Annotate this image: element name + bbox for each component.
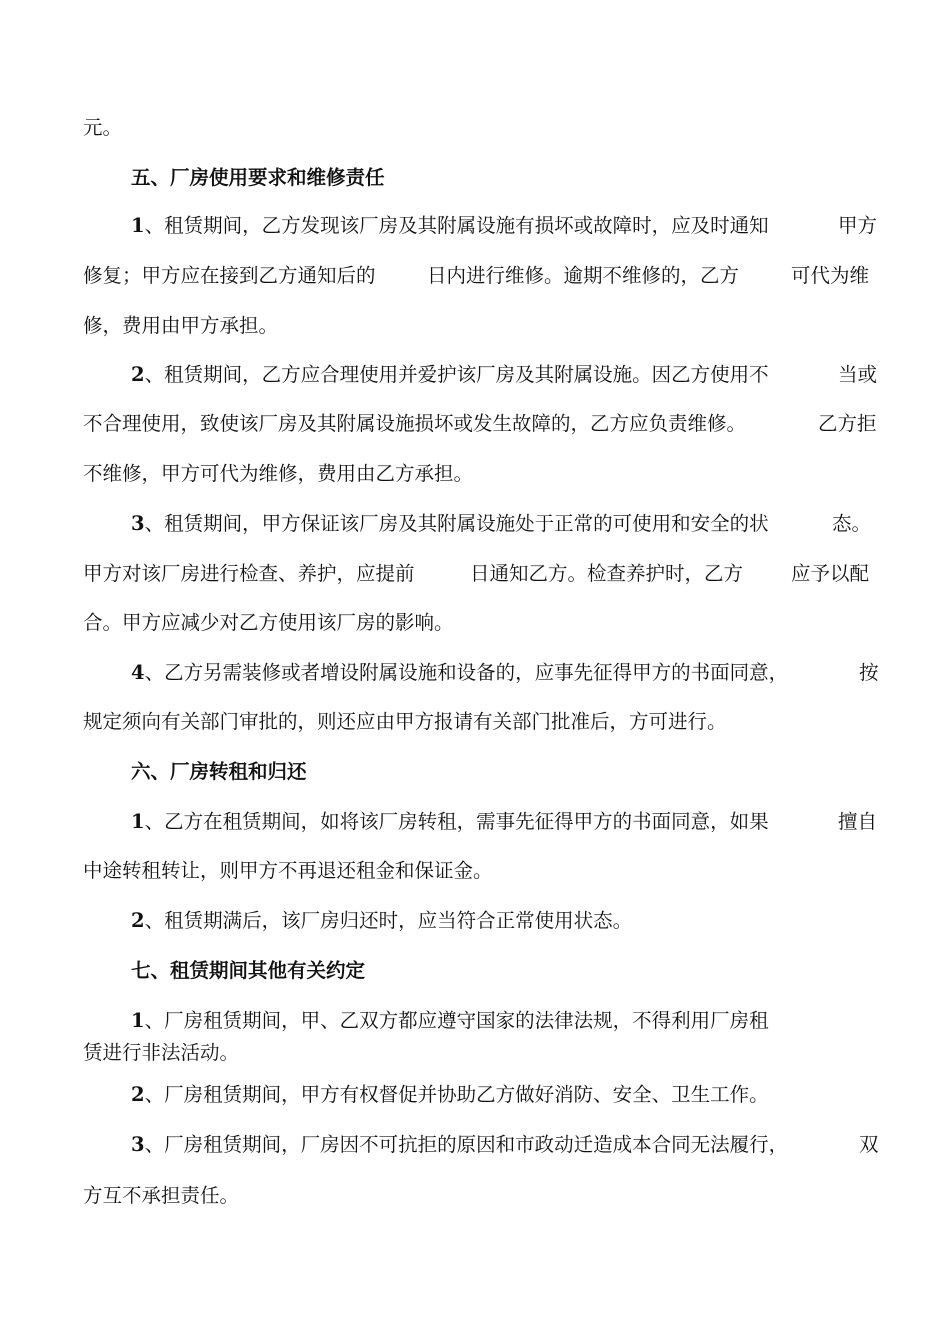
line-text: 修，费用由甲方承担。 <box>83 314 279 337</box>
line-text: 、乙方另需装修或者增设附属设施和设备的，应事先征得甲方的书面同意， <box>144 661 789 684</box>
line-tail: 擅自 <box>838 810 878 833</box>
line-text: 元。 <box>83 116 123 139</box>
line-text: 方互不承担责任。 <box>83 1184 240 1207</box>
item-number: 1 <box>131 810 145 833</box>
heading-text: 七、租赁期间其他有关约定 <box>131 959 366 982</box>
line-text: 不合理使用，致使该厂房及其附属设施损坏或发生故障的，乙方应负责维修。 <box>83 412 747 435</box>
line-tail: 当或 <box>838 363 878 386</box>
line-text: 、租赁期满后，该厂房归还时，应当符合正常使用状态。 <box>144 909 633 932</box>
line-text: 、租赁期间，乙方发现该厂房及其附属设施有损坏或故障时，应及时通知 <box>144 214 769 237</box>
line-text: 、租赁期间，乙方应合理使用并爱护该厂房及其附属设施。因乙方使用不 <box>144 363 769 386</box>
line-text: 不维修，甲方可代为维修，费用由乙方承担。 <box>83 462 474 485</box>
line-text: 、租赁期间，甲方保证该厂房及其附属设施处于正常的可使用和安全的状 <box>144 512 769 535</box>
item-number: 2 <box>131 1083 145 1106</box>
line-mid: 日通知乙方。检查养护时，乙方 <box>470 562 744 585</box>
line-text: 、厂房租赁期间，厂房因不可抗拒的原因和市政动迁造成本合同无法履行， <box>144 1133 789 1156</box>
line-tail: 可代为维 <box>791 264 870 287</box>
line-text: 甲方对该厂房进行检查、养护，应提前 <box>83 562 415 585</box>
line-text: 规定须向有关部门审批的，则还应由甲方报请有关部门批准后，方可进行。 <box>83 710 727 733</box>
item-number: 1 <box>131 1009 145 1032</box>
heading-text: 六、厂房转租和归还 <box>131 760 307 783</box>
line-tail: 应予以配 <box>791 562 870 585</box>
line-text: 修复；甲方应在接到乙方通知后的 <box>83 264 376 287</box>
line-text: 、厂房租赁期间，甲方有权督促并协助乙方做好消防、安全、卫生工作。 <box>144 1083 769 1106</box>
line-text: 中途转租转让，则甲方不再退还租金和保证金。 <box>83 859 493 882</box>
line-tail: 甲方 <box>838 214 878 237</box>
item-number: 4 <box>131 661 145 684</box>
item-number: 3 <box>131 1133 145 1156</box>
line-tail: 双 <box>859 1133 879 1156</box>
heading-text: 五、厂房使用要求和维修责任 <box>131 166 385 189</box>
line-text: 、厂房租赁期间，甲、乙双方都应遵守国家的法律法规，不得利用厂房租 <box>144 1009 769 1032</box>
line-mid: 日内进行维修。逾期不维修的，乙方 <box>427 264 740 287</box>
item-number: 3 <box>131 512 145 535</box>
line-text: 赁进行非法活动。 <box>83 1041 240 1064</box>
item-number: 2 <box>131 909 145 932</box>
item-number: 2 <box>131 363 145 386</box>
line-text: 合。甲方应减少对乙方使用该厂房的影响。 <box>83 611 454 634</box>
line-tail: 按 <box>859 661 879 684</box>
line-text: 、乙方在租赁期间，如将该厂房转租，需事先征得甲方的书面同意，如果 <box>144 810 769 833</box>
line-tail: 乙方拒 <box>818 412 877 435</box>
line-tail: 态。 <box>832 512 872 535</box>
item-number: 1 <box>131 214 145 237</box>
